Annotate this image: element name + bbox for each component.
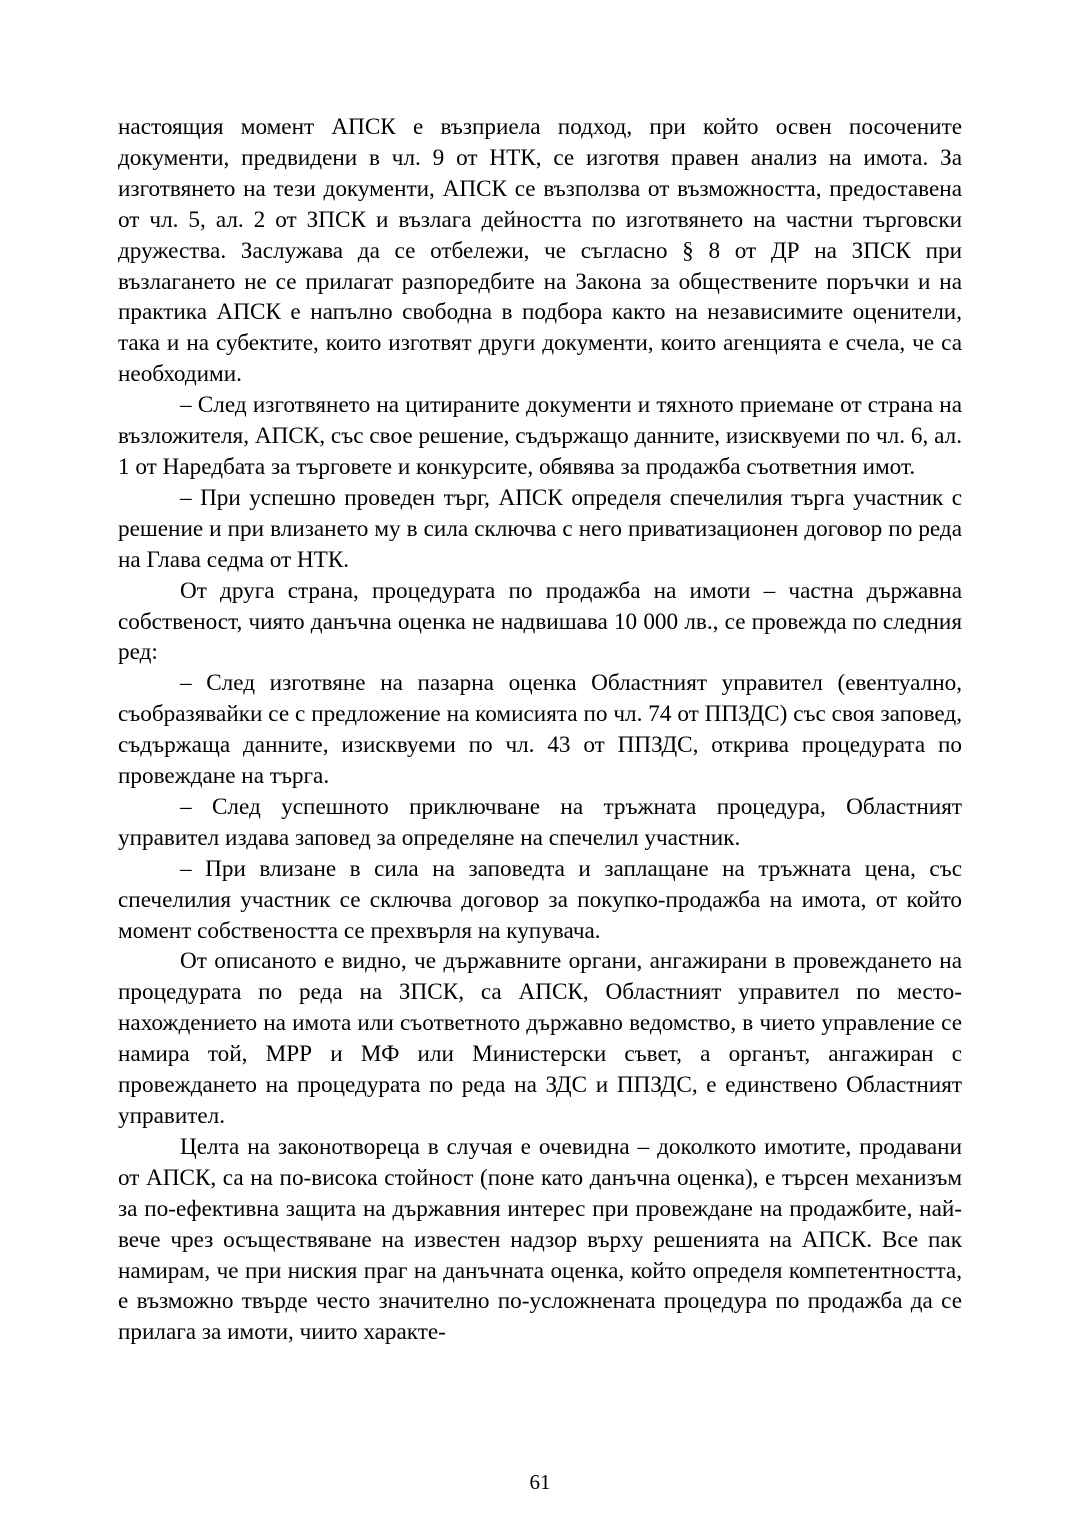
paragraph-continuation: настоящия момент АПСК е възприела подход, при който освен посочените документи, предвидени в чл. 9 от НТК, се изготвя правен анализ на имота. За изготвянето на тези документи, АПСК се възползва от възможността, предоставена от чл. 5, ал. 2 от ЗПСК и възлага дейността по изготвянето на частни търговски дружества. Заслужава да се отбележи, че съгласно § 8 от ДР на ЗПСК при възлагането не се прилагат разпоредбите на Закона за обществените поръчки и на практика АПСК е напълно свободна в подбора както на независимите оценители, така и на субектите, които изготвят други документи, които агенцията е счела, че са необходими. (118, 114, 962, 388)
document-body (118, 112, 962, 1348)
paragraph: От друга страна, процедурата по продажба на имоти – частна държавна собственост, чиято данъчна оценка не надвишава 10 000 лв., се провежда по следния ред: (118, 577, 962, 666)
page-number: 61 (529, 1470, 551, 1494)
paragraph-list-item: – След успешното приключване на тръжната процедура, Областният управител издава заповед за определяне на спечелил участник. (118, 793, 962, 851)
paragraph: От описаното е видно, че държавните органи, ангажирани в провеждането на процедурата по реда на ЗПСК, са АПСК, Областният управител по местонахождението на имота или съответното държавно ведомство, в чието управление се намира той, МРР и МФ или Министерски съвет, а органът, ангажиран с провеждането на процедурата по реда на ЗДС и ППЗДС, е единствено Областният управител. (118, 948, 962, 1129)
paragraph-list-item: – След изготвянето на цитираните документи и тяхното приемане от страна на възложителя, АПСК, със свое решение, съдържащо данните, изисквуеми по чл. 6, ал. 1 от Наредбата за търговете и конкурсите, обявява за продажба съответния имот. (118, 392, 962, 480)
paragraph-list-item: – При успешно проведен търг, АПСК определя спечелилия търга участник с решение и при влизането му в сила сключва с него приватизационен договор по реда на Глава седма от НТК. (118, 484, 962, 573)
paragraph-list-item: – След изготвяне на пазарна оценка Областният управител (евентуално, съобразявайки се с предложение на комисията по чл. 74 от ППЗДС) със своя заповед, съдържаща данните, изисквуеми по чл. 43 от ППЗДС, открива процедурата по провеждане на търга. (118, 670, 962, 790)
paragraph: Целта на законотвореца в случая е очевидна – доколкото имотите, продавани от АПСК, са на по-висока стойност (поне като данъчна оценка), е търсен механизъм за по-ефективна защита на държавния интерес при провеждане на продажбите, най-вече чрез осъществяване на известен надзор върху решенията на АПСК. Все пак намирам, че при ниския праг на данъчната оценка, който определя компетентността, е възможно твърде често значително по-усложнената процедура по продажба да се прилага за имоти, чиито характе- (118, 1133, 962, 1346)
paragraph-list-item: – При влизане в сила на заповедта и заплащане на тръжната цена, със спечелилия участник се сключва договор за покупко-продажба на имота, от който момент собствеността се прехвърля на купувача. (118, 855, 962, 944)
